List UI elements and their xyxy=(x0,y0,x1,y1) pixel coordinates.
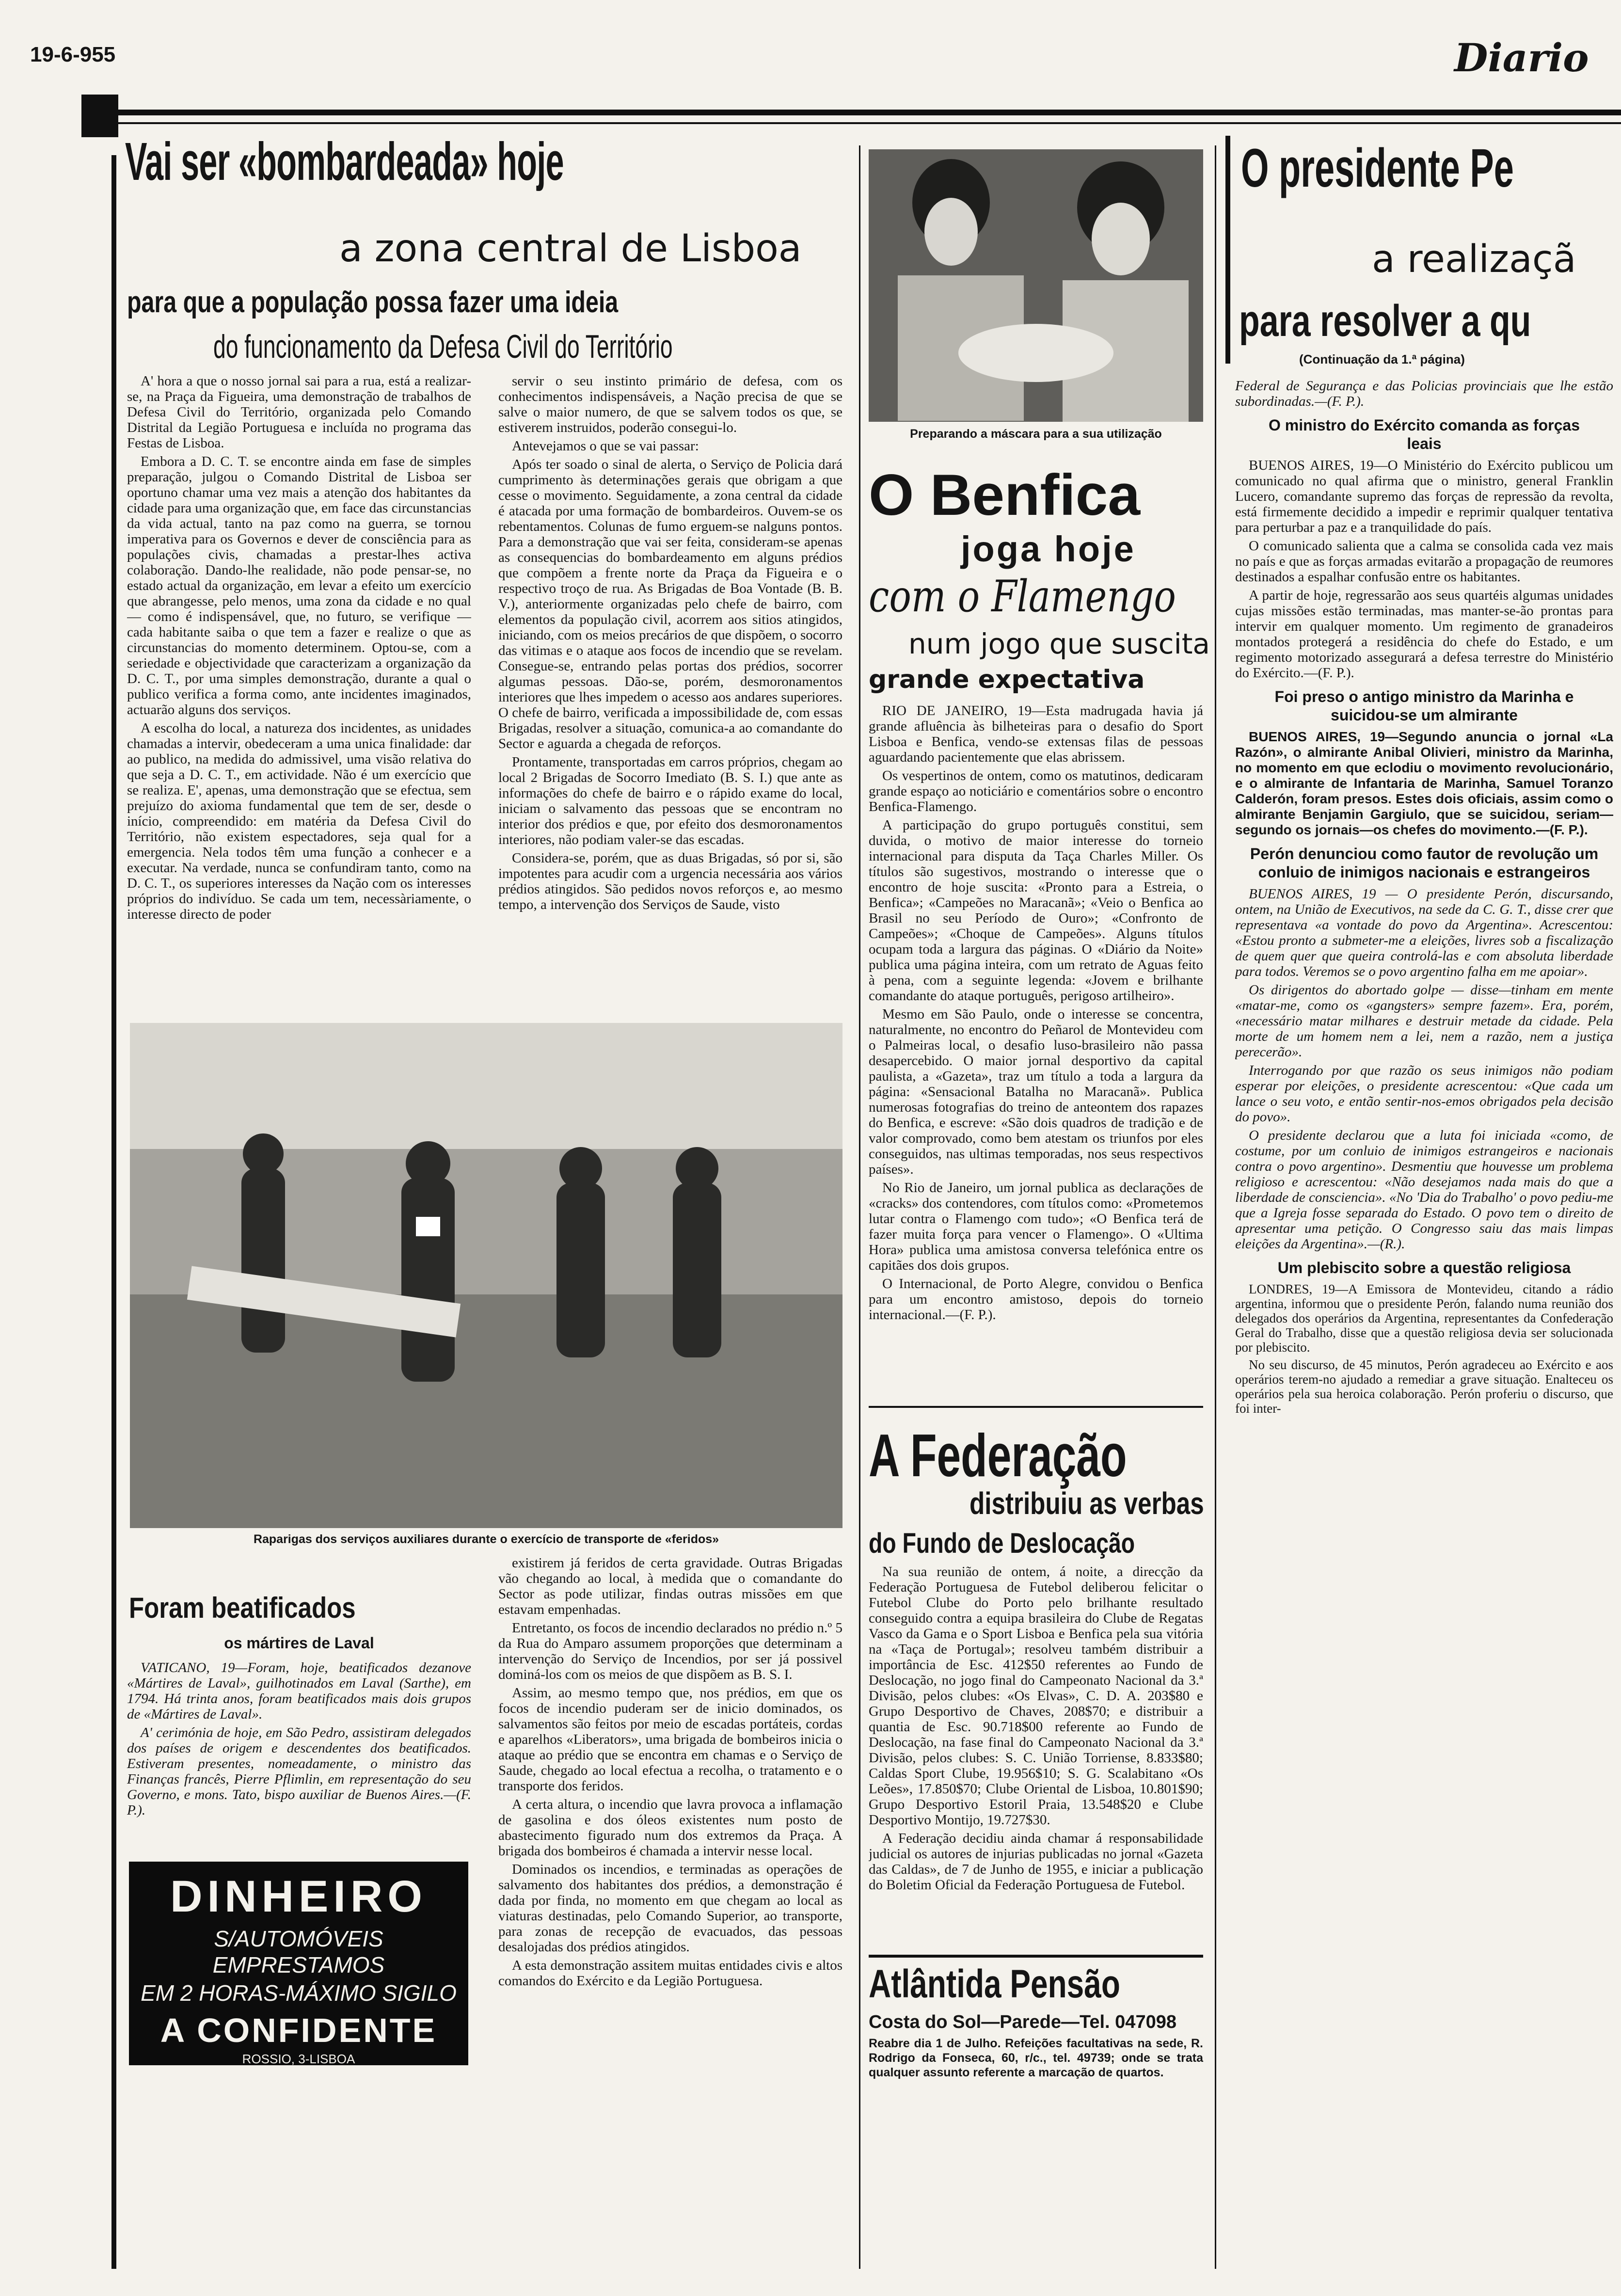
paragraph: Considera-se, porém, que as duas Brigadas, só por si, são impotentes para acudir com a urgencia necessária aos vários prédios atingidos. São pedidos novos reforços e, ao mesmo tempo, a intervenção dos Serviços de Saude, visto xyxy=(498,850,842,912)
bombardeada-column-2-continued xyxy=(498,1555,842,2069)
paragraph: Federal de Segurança e das Policias provinciais que lhe estão subordinadas.—(F. P.). xyxy=(1235,378,1613,409)
paragraph: BUENOS AIRES, 19—O Ministério do Exército publicou um comunicado no qual afirma que o ministro, general Franklin Lucero, comandante supremo das forças de repressão da revolta, está firmemente decidido a impedir e reprimir qualquer tentativa para perturbar a paz e a tranquilidade do país. xyxy=(1235,458,1613,535)
photo-caption-stretcher: Raparigas dos serviços auxiliares durante o exercício de transporte de «feridos» xyxy=(253,1532,719,1546)
subheadline-bombardeada: a zona central de Lisboa xyxy=(339,227,802,271)
section-body-exercito xyxy=(1235,458,1613,681)
section-body-marinha xyxy=(1235,729,1613,838)
section-title-exercito: O ministro do Exército comanda as forças leais xyxy=(1269,416,1580,452)
paragraph: RIO DE JANEIRO, 19—Esta madrugada havia já grande afluência às bilheteiras para o desafio do Sport Lisboa e Benfica, vendo-se extensas filas de pessoas aguardando pacientemente que elas abrissem. xyxy=(869,703,1203,765)
paragraph: BUENOS AIRES, 19—Segundo anuncia o jornal «La Razón», o almirante Anibal Olivieri, ministro da Marinha, no momento em que eclodiu o movimento revolucionário, e o almirante de Infantaria de Marinha, Samuel Toranzo Calderón, foram presos. Estes dois oficiais, assim como o almirante Benjamin Gargiulo, que se suicidou, seriam—segundo os jornais—os chefes do movimento.—(F. P.). xyxy=(1235,729,1613,837)
ad-dinheiro-title: DINHEIRO xyxy=(170,1872,427,1921)
federacao-body xyxy=(869,1564,1203,1952)
section-title-marinha: Foi preso o antigo ministro da Marinha e suicidou-se um almirante xyxy=(1274,688,1574,724)
headline-benfica: O Benfica xyxy=(869,462,1141,527)
paragraph: A participação do grupo português constitui, sem duvida, o motivo de maior interesse do torneio internacional para disputa da Taça Charles Miller. Os títulos são sugestivos, mostrando o interesse que o encontro de hoje suscita: «Pronto para a Estreia, o Benfica»; «Campeões no Maracanã»; «Veio o Benfica ao Brasil no seu Período de Ouro»; «Confronto de Campeões»; «Choque de Campeões». Alguns títulos ocupam toda a largura das páginas. O «Diário da Noite» publica uma página inteira, com um retrato de Aguas feito à pena, com a seguinte legenda: «Jovem e brilhante comandante do ataque português, perigoso artilheiro». xyxy=(869,817,1203,1004)
left-vertical-rule xyxy=(111,155,116,2269)
ad-dinheiro xyxy=(129,1862,468,2081)
paragraph: O presidente declarou que a luta foi iniciada «como, de costume, por um conluio de inimigos estrangeiros e nacionais contra o povo argentino». Desmentiu que houvesse um problema religioso e acrescentou: «Não desejamos nada mais do que a liberdade de consciencia». «No 'Dia do Trabalho' o povo pediu-me que a Igreja fosse separada do Estado. O povo tem o direito de apresentar uma petição. O Congresso saiu das mais limpas eleições da Argentina».—(R.). xyxy=(1235,1128,1613,1252)
masthead-logo: Diario xyxy=(1454,35,1589,80)
benfica-body xyxy=(869,703,1203,1430)
deck-bombardeada-1: para que a população possa fazer uma ideia xyxy=(127,286,619,319)
ad-atlantida-line2: Reabre dia 1 de Julho. Refeições facultativas na sede, R. Rodrigo da Fonseca, 60, r/c., tel. 49739; onde se trata qualquer assunto referente a marcação de quartos. xyxy=(869,2037,1203,2079)
deck-benfica: grande expectativa xyxy=(869,665,1145,694)
headline-beatificados: Foram beatificados xyxy=(129,1592,356,1624)
paragraph: A' cerimónia de hoje, em São Pedro, assistiram delegados dos países de origem e descendentes dos beatificados. Estiveram presentes, nomeadamente, o ministro das Finanças francês, Pierre Pflimlin, em representação do seu Governo, e mons. Tato, bispo auxiliar de Buenos Aires.—(F. P.). xyxy=(127,1725,471,1818)
continuation-label: (Continuação da 1.ª página) xyxy=(1299,352,1465,367)
paragraph: servir o seu instinto primário de defesa, com os conhecimentos indispensáveis, a Nação precisa de que se salve o maior numero, de que se salvem todos os que, se estiverem instruidos, poderão consegui-lo. xyxy=(498,373,842,435)
atlantida-top-rule xyxy=(869,1955,1203,1958)
bombardeada-column-2 xyxy=(498,373,842,1014)
masthead-rule-top xyxy=(116,110,1621,115)
section-title-peron: Perón denunciou como fautor de revolução um conluio de inimigos nacionais e estrangeiros xyxy=(1250,845,1599,881)
headline-bombardeada: Vai ser «bombardeada» hoje xyxy=(125,132,564,191)
subheadline-beatificados: os mártires de Laval xyxy=(224,1634,374,1652)
deck-presidente: para resolver a qu xyxy=(1239,296,1531,346)
paragraph: Assim, ao mesmo tempo que, nos prédios, em que os focos de incendio puderam ser de inicio dominados, os salvamentos são feitos por meio de escadas portáteis, cordas e aparelhos «Liberators», uma brigada de bombeiros inicia o ataque ao prédio que se encontra em chamas e o Serviço de Saude, chegado ao local efectua a recolha, o tratamento e o transporte dos feridos. xyxy=(498,1685,842,1794)
deck-bombardeada-2: do funcionamento da Defesa Civil do Território xyxy=(213,328,673,365)
paragraph: A esta demonstração assitem muitas entidades civis e altos comandos do Exército e da Legião Portuguesa. xyxy=(498,1958,842,1989)
paragraph: Dominados os incendios, e terminadas as operações de salvamento dos habitantes dos prédios, a demonstração é dada por finda, no momento em que chegam ao local as viaturas destinadas, pelo Comando Superior, ao transporte, para zonas de recepção de evacuados, das pessoas desalojadas dos prédios atingidos. xyxy=(498,1862,842,1955)
paragraph: Os vespertinos de ontem, como os matutinos, dedicaram grande espaço ao noticiário e comentários sobre o encontro Benfica-Flamengo. xyxy=(869,768,1203,814)
paragraph: Embora a D. C. T. se encontre ainda em fase de simples preparação, julgou o Comando Distrital de Lisboa ser oportuno chamar uma vez mais a atenção dos habitantes da cidade para uma organização que, em face das circunstancias da vida actual, tanto na paz como na guerra, se tornou imperativa para os Governos e dever de consciência para as populações civis, chamadas a prestar-lhes activa colaboração. Dando-lhe realidade, não pode pensar-se, no estado actual da organização, em levar a efeito um exercício que abrangesse, pelo menos, uma zona da cidade e no qual — como é indispensável, que, no futuro, se verifique — cada habitante saiba o que tem a fazer e realize o que as circunstancias do momento determinem. Optou-se, com a seriedade e objectividade que caracterizam a organização da D. C. T., por uma simples demonstração, durante a qual o publico verifica a forma como, ante incidentes imaginados, actuarão alguns dos serviços. xyxy=(127,454,471,718)
ad-dinheiro-address2: RUA SANTA CATARINA, 108-PORTO xyxy=(192,2067,405,2081)
paragraph: BUENOS AIRES, 19 — O presidente Perón, discursando, ontem, na União de Executivos, na sede da C. G. T., disse crer que representava «a vontade do povo da Argentina». Acrescentou: «Estou pronto a submeter-me a eleições, livres sob a fiscalização de quem quer que queira controlá-las e com absoluta liberdade para todos. Veremos se o povo argentino falha em me apoiar». xyxy=(1235,886,1613,979)
bombardeada-column-1 xyxy=(127,373,471,1014)
ad-dinheiro-address1: ROSSIO, 3-LISBOA xyxy=(242,2052,355,2066)
paragraph: Entretanto, os focos de incendio declarados no prédio n.º 5 da Rua do Amparo assumem proporções que determinam a intervenção do Serviço de Incendios, por ser já possivel dominá-los com os meios de que dispõem as B. S. I. xyxy=(498,1620,842,1682)
left-margin-block xyxy=(81,95,118,137)
masthead-rule-bottom xyxy=(116,122,1621,124)
mask-scene-graphic xyxy=(869,149,1203,422)
presidente-left-rule xyxy=(1225,136,1230,364)
paragraph: A partir de hoje, regressarão aos seus quartéis algumas unidades cujas missões estão terminadas, mas manter-se-ão prontas para intervir em qualquer momento. Um regimento de granadeiros montados protegerá a residência do chefe do Estado, e um regimento motorizado assegurará a defesa terrestre do Ministério do Exército.—(F. P.). xyxy=(1235,588,1613,681)
ad-atlantida-line1: Costa do Sol—Parede—Tel. 047098 xyxy=(869,2012,1176,2032)
section-title-plebiscito: Um plebiscito sobre a questão religiosa xyxy=(1277,1259,1571,1276)
paragraph: O comunicado salienta que a calma se consolida cada vez mais no país e que as forças armadas evitarão a propagação de reumores destinados a espalhar confusão entre os habitantes. xyxy=(1235,538,1613,585)
paragraph: A certa altura, o incendio que lavra provoca a inflamação de gasolina e dos óleos existentes num posto de abastecimento figurado num dos extremos da Praça. A brigada dos bombeiros é chamada a intervir nesse local. xyxy=(498,1797,842,1859)
paragraph: A Federação decidiu ainda chamar á responsabilidade judicial os autores de injurias publicadas no jornal «Gazeta das Caldas», de 7 de Junho de 1955, e iniciar a publicação do Boletim Oficial da Federação Portuguesa de Futebol. xyxy=(869,1831,1203,1893)
paragraph: Os dirigentos do abortado golpe — disse—tinham em mente «matar-me, como os «gangsters» sempre fazem». Era, porém, «necessário matar milhares e destruir metade da cidade. Pela morte de um homem nem a lei, nem a razão, nem a justiça perecerão». xyxy=(1235,982,1613,1060)
section-body-plebiscito xyxy=(1235,1282,1613,1416)
stretcher-scene-graphic xyxy=(130,1023,842,1528)
subheadline-presidente: a realizaçã xyxy=(1372,238,1576,281)
column-divider-2 xyxy=(859,145,860,2269)
paragraph: A' hora a que o nosso jornal sai para a rua, está a realizar-se, na Praça da Figueira, uma demonstração de trabalhos de Defesa Civil do Território, organizada pelo Comando Distrital da Legião Portuguesa e incluída no programa das Festas de Lisboa. xyxy=(127,373,471,451)
benfica-federacao-divider xyxy=(869,1406,1203,1408)
page-date: 19-6-955 xyxy=(30,43,116,66)
paragraph: VATICANO, 19—Foram, hoje, beatificados dezanove «Mártires de Laval», guilhotinados em Laval (Sarthe), em 1794. Há trinta anos, foram beatificados mais dois grupos de «Mártires de Laval». xyxy=(127,1660,471,1722)
photo-caption-mask: Preparando a máscara para a sua utilização xyxy=(910,427,1162,441)
headline-benfica-2: joga hoje xyxy=(961,529,1136,569)
paragraph: existirem já feridos de certa gravidade. Outras Brigadas vão chegando ao local, à medida que o comandante do Sector as pode utilizar, findas outras missões em que estavam empenhadas. xyxy=(498,1555,842,1617)
deck-federacao: do Fundo de Deslocação xyxy=(869,1528,1135,1559)
paragraph: No Rio de Janeiro, um jornal publica as declarações de «cracks» dos contendores, com títulos como: «Prometemos lutar contra o Flamengo com tudo»; «O Benfica terá de fazer muita força para vencer o Flamengo». O «Ultima Hora» publica uma amistosa conversa telefónica entre os capitães dos dois grupos. xyxy=(869,1180,1203,1273)
photo-stretcher-exercise xyxy=(130,1023,842,1528)
paragraph: Na sua reunião de ontem, á noite, a direcção da Federação Portuguesa de Futebol deliberou felicitar o Futebol Clube do Porto pelo brilhante resultado conseguido contra a equipa brasileira do Clube de Regatas Vasco da Gama e o Sport Lisboa e Benfica pela sua vitória na «Taça de Portugal»; resolveu também distribuir a importância de Esc. 412$50 referentes ao Fundo de Deslocação, no jogo final do Campeonato Nacional da 3.ª Divisão, pelos clubes: «Os Elvas», C. D. A. 203$80 e Grupo Desportivo de Chaves, 208$70; e distribuir a quantia de Esc. 90.718$00 referente ao Fundo de Deslocação, na fase final do Campeonato Nacional da 3.ª Divisão, pelos clubes: S. C. União Torriense, 8.833$80; Caldas Sport Clube, 19.956$10; S. G. Scalabitano «Os Leões», 17.850$70; Clube Oriental de Lisboa, 10.801$90; Grupo Desportivo Estoril Praia, 13.548$20 e Clube Desportivo Montijo, 19.727$30. xyxy=(869,1564,1203,1828)
beatificados-body xyxy=(127,1660,471,1821)
ad-dinheiro-line1: S/AUTOMÓVEIS EMPRESTAMOS xyxy=(212,1926,385,1977)
ad-dinheiro-brand: A CONFIDENTE xyxy=(160,2011,437,2049)
headline-benfica-3: com o Flamengo xyxy=(869,571,1176,622)
column-divider-3 xyxy=(1215,145,1216,2269)
headline-presidente: O presidente Pe xyxy=(1241,138,1514,198)
ad-dinheiro-line2: EM 2 HORAS-MÁXIMO SIGILO xyxy=(141,1980,457,2006)
paragraph: Após ter soado o sinal de alerta, o Serviço de Policia dará cumprimento às determinações gerais que obrigam a que cesse o movimento. Seguidamente, a zona central da cidade é atacada por uma formação de bombardeiros. Ouvem-se os rebentamentos. Colunas de fumo erguem-se nalguns pontos. Para a demonstração que vai ser feita, consideram-se apenas as consequencias do bombardeamento em alguns prédios que compõem a frente norte da Praça da Figueira e o respectivo troço de rua. As Brigadas de Boa Vontade (B. B. V.), anteriormente organizadas pelo chefe de bairro, com elementos da população civil, acorrem aos sitios atingidos, iniciando, com os meios precários de que dispõem, o socorro das vitimas e o ataque aos focos de incendio que se revelam. Consegue-se, entrando pelas portas dos prédios, socorrer algumas pessoas. Dão-se, porém, desmoronamentos interiores que lhes impedem o acesso aos andares superiores. O chefe de bairro, verificada a impossibilidade de, com essas Brigadas, resolver a situação, comunica-a ao comandante do Sector e aguarda a chegada de reforços. xyxy=(498,457,842,751)
paragraph: Antevejamos o que se vai passar: xyxy=(512,438,699,454)
paragraph: LONDRES, 19—A Emissora de Montevideu, citando a rádio argentina, informou que o presidente Perón, falando numa reunião dos delegados dos operários da Argentina, representantes da Confederação Geral do Trabalho, disse que a questão religiosa devia ser solucionada por plebiscito. xyxy=(1235,1282,1613,1355)
paragraph: No seu discurso, de 45 minutos, Perón agradeceu ao Exército e aos operários terem-no ajudado a remediar a grave situação. Enalteceu os operários pela sua heroica colaboração. Perón proferiu o discurso, que foi inter- xyxy=(1235,1357,1613,1416)
subheadline-federacao: distribuiu as verbas xyxy=(969,1486,1204,1521)
paragraph: O Internacional, de Porto Alegre, convidou o Benfica para um encontro amistoso, depois do torneio internacional.—(F. P.). xyxy=(869,1276,1203,1323)
paragraph: Interrogando por que razão os seus inimigos não podiam esperar por eleições, o presidente acrescentou: «Que cada um lance o seu voto, e então sentir-nos-emos obrigados pela decisão do povo». xyxy=(1235,1063,1613,1125)
subheadline-benfica: num jogo que suscita xyxy=(908,627,1210,660)
ad-atlantida-title: Atlântida Pensão xyxy=(869,1962,1120,2006)
paragraph: Prontamente, transportadas em carros próprios, chegam ao local 2 Brigadas de Socorro Imediato (B. S. I.) que ante as informações do chefe de bairro e o rápido exame do local, iniciam o salvamento das pessoas que se encontram no interior dos prédios e que, por efeito dos desmoronamentos interiores, não podiam valer-se das escadas. xyxy=(498,754,842,847)
paragraph: A escolha do local, a natureza dos incidentes, as unidades chamadas a intervir, obedeceram a uma unica finalidade: dar ao publico, na medida do admissivel, uma visão relativa do que seja a D. C. T., em actividade. Não é um exercício que se realiza. E', apenas, uma demonstração que se efectua, sem prejuízo do axioma fundamental que tem de ser, desde o início, compreendido: em matéria da Defesa Civil do Território, não existem espectadores, seja qual for a emergencia. Nela todos têm uma função a conhecer e a executar. Na verdade, nunca se confundiram tanto, como na D. C. T., os superiores interesses da Nação com os interesses próprios do indivíduo. Se cada um tem, necessàriamente, o interesse directo de poder xyxy=(127,720,471,922)
presidente-column xyxy=(1235,378,1613,2269)
headline-federacao: A Federação xyxy=(869,1422,1127,1489)
paragraph: Mesmo em São Paulo, onde o interesse se concentra, naturalmente, no encontro do Peñarol de Montevideu com o Palmeiras local, o desafio luso-brasileiro não passa desapercebido. O maior jornal desportivo da capital paulista, a «Gazeta», traz um título a toda a largura da página: «Sensacional Batalha no Maracanã». Publica numerosas fotografias do treino de anteontem dos rapazes do Benfica, e escreve: «São dois quadros de tradição e de valor comprovado, como bem atestam os triunfos por eles conseguidos, nas ultimas temporadas, nos seus respectivos países». xyxy=(869,1006,1203,1177)
photo-mask-preparation xyxy=(869,149,1203,422)
presidente-lead xyxy=(1235,378,1613,409)
section-body-peron xyxy=(1235,886,1613,1252)
